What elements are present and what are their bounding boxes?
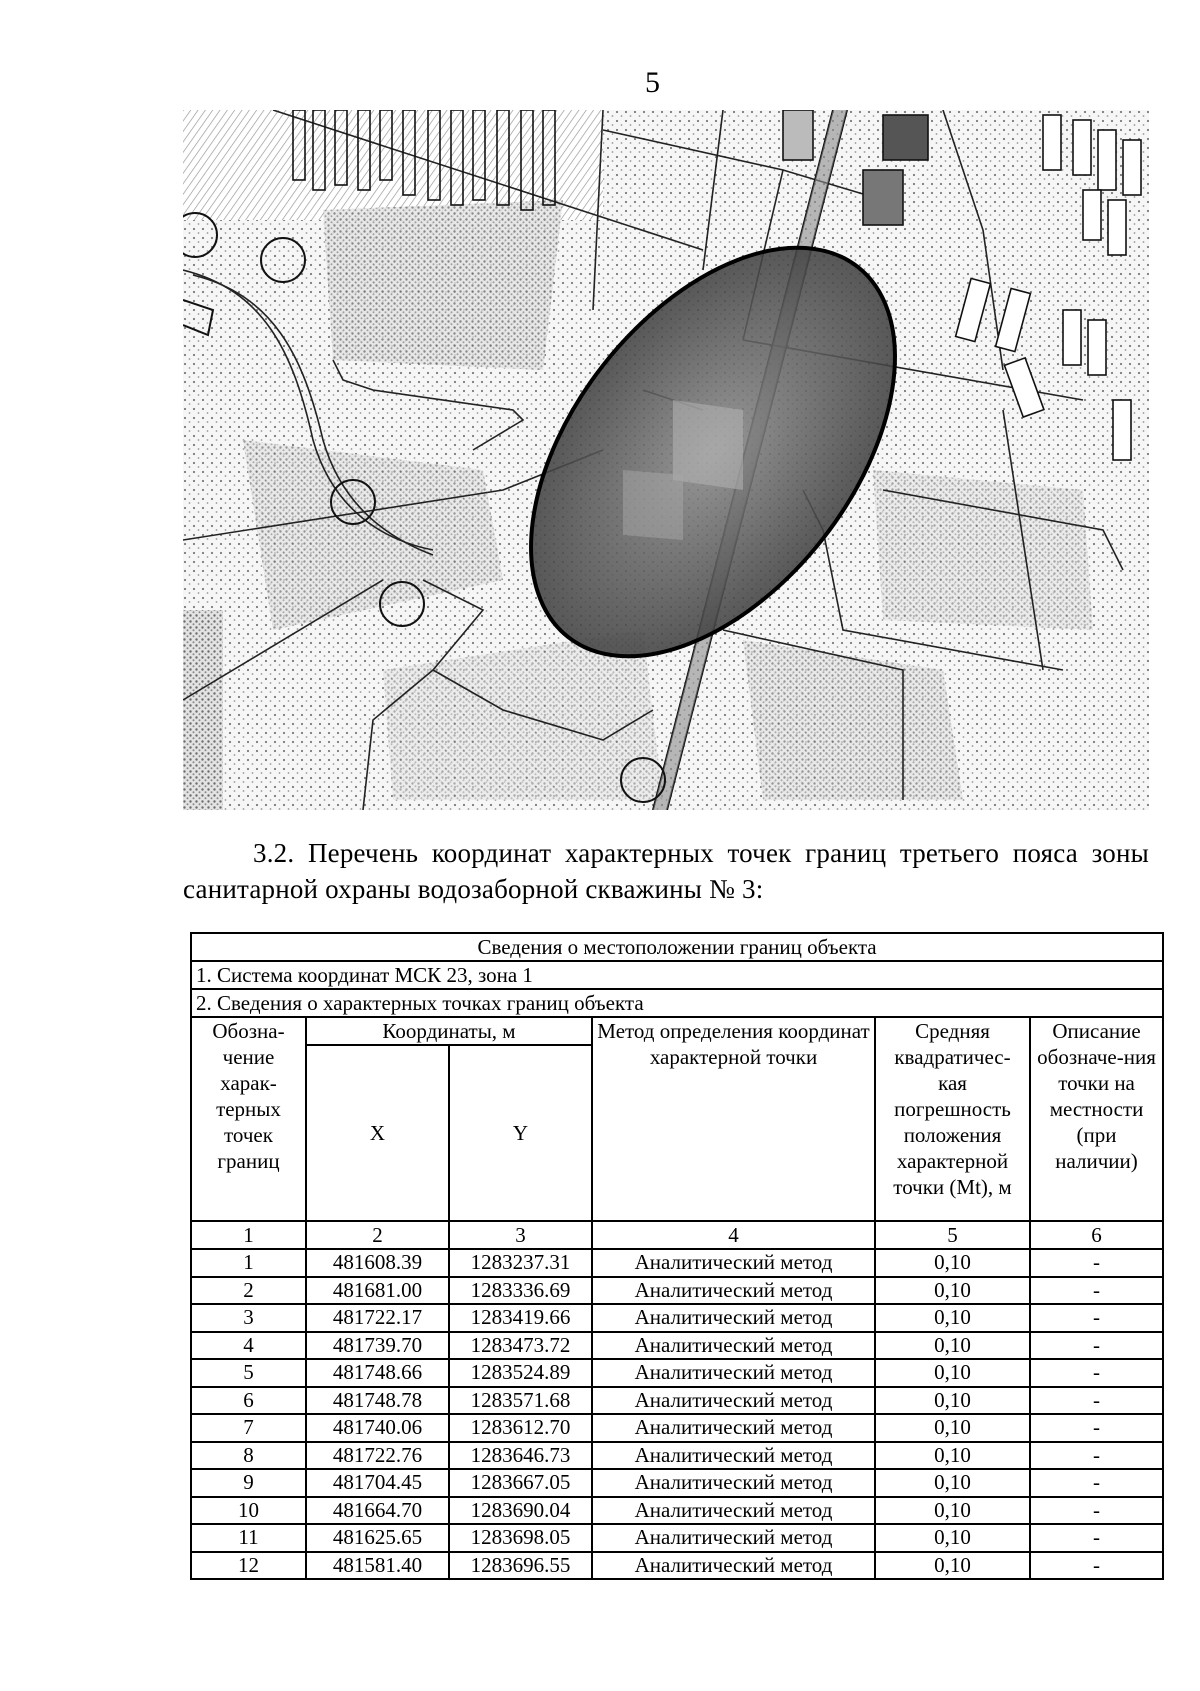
- table-row: [191, 1277, 1163, 1305]
- mt-value: 0,10: [875, 1442, 1030, 1470]
- description-value: -: [1030, 1332, 1163, 1360]
- method-value: Аналитический метод: [592, 1414, 875, 1442]
- header-coordinates: Координаты, м: [306, 1017, 592, 1045]
- x-value: 481739.70: [306, 1332, 449, 1360]
- y-value: 1283696.55: [449, 1552, 592, 1580]
- point-number: 11: [191, 1524, 306, 1552]
- x-value: 481664.70: [306, 1497, 449, 1525]
- y-value: 1283571.68: [449, 1387, 592, 1415]
- mt-value: 0,10: [875, 1304, 1030, 1332]
- header-x: X: [306, 1045, 449, 1221]
- section-heading: 3.2. Перечень координат характерных точек границ третьего пояса зоны санитарной охраны водозаборной скважины № 3:: [183, 838, 1149, 904]
- description-value: -: [1030, 1277, 1163, 1305]
- table-row: [191, 1414, 1163, 1442]
- description-value: -: [1030, 1387, 1163, 1415]
- table-row: [191, 1552, 1163, 1580]
- table-row: [191, 1524, 1163, 1552]
- mt-value: 0,10: [875, 1414, 1030, 1442]
- mt-value: 0,10: [875, 1497, 1030, 1525]
- point-number: 12: [191, 1552, 306, 1580]
- page-number: 5: [645, 66, 660, 99]
- point-number: 9: [191, 1469, 306, 1497]
- header-y: Y: [449, 1045, 592, 1221]
- description-value: -: [1030, 1442, 1163, 1470]
- y-value: 1283667.05: [449, 1469, 592, 1497]
- y-value: 1283419.66: [449, 1304, 592, 1332]
- description-value: -: [1030, 1497, 1163, 1525]
- table-row: [191, 1442, 1163, 1470]
- coordinates-table: [190, 932, 1164, 1580]
- point-number: 3: [191, 1304, 306, 1332]
- header-error: Средняя квадратичес-кая погрешность положения характерной точки (Mt), м: [875, 1017, 1030, 1221]
- description-value: -: [1030, 1304, 1163, 1332]
- method-value: Аналитический метод: [592, 1359, 875, 1387]
- mt-value: 0,10: [875, 1469, 1030, 1497]
- zone-map: [183, 110, 1149, 810]
- method-value: Аналитический метод: [592, 1304, 875, 1332]
- point-number: 10: [191, 1497, 306, 1525]
- y-value: 1283690.04: [449, 1497, 592, 1525]
- method-value: Аналитический метод: [592, 1442, 875, 1470]
- description-value: -: [1030, 1469, 1163, 1497]
- mt-value: 0,10: [875, 1332, 1030, 1360]
- header-description: Описание обозначе-ния точки на местности (при наличии): [1030, 1017, 1163, 1221]
- header-method: Метод определения координат характерной точки: [592, 1017, 875, 1221]
- table-row: [191, 1497, 1163, 1525]
- x-value: 481748.66: [306, 1359, 449, 1387]
- column-number: 5: [875, 1221, 1030, 1249]
- x-value: 481625.65: [306, 1524, 449, 1552]
- point-number: 1: [191, 1249, 306, 1277]
- table-row: [191, 1332, 1163, 1360]
- method-value: Аналитический метод: [592, 1277, 875, 1305]
- description-value: -: [1030, 1249, 1163, 1277]
- method-value: Аналитический метод: [592, 1332, 875, 1360]
- y-value: 1283612.70: [449, 1414, 592, 1442]
- table-row: [191, 1387, 1163, 1415]
- y-value: 1283524.89: [449, 1359, 592, 1387]
- method-value: Аналитический метод: [592, 1552, 875, 1580]
- point-number: 7: [191, 1414, 306, 1442]
- x-value: 481608.39: [306, 1249, 449, 1277]
- x-value: 481681.00: [306, 1277, 449, 1305]
- description-value: -: [1030, 1552, 1163, 1580]
- y-value: 1283698.05: [449, 1524, 592, 1552]
- y-value: 1283237.31: [449, 1249, 592, 1277]
- mt-value: 0,10: [875, 1249, 1030, 1277]
- column-number: 2: [306, 1221, 449, 1249]
- mt-value: 0,10: [875, 1359, 1030, 1387]
- table-row: [191, 1359, 1163, 1387]
- mt-value: 0,10: [875, 1277, 1030, 1305]
- point-number: 8: [191, 1442, 306, 1470]
- point-number: 6: [191, 1387, 306, 1415]
- point-number: 4: [191, 1332, 306, 1360]
- description-value: -: [1030, 1524, 1163, 1552]
- method-value: Аналитический метод: [592, 1249, 875, 1277]
- header-designation: Обозна-чение харак-терных точек границ: [191, 1017, 306, 1221]
- table-row: [191, 1304, 1163, 1332]
- column-number: 4: [592, 1221, 875, 1249]
- column-number: 3: [449, 1221, 592, 1249]
- method-value: Аналитический метод: [592, 1387, 875, 1415]
- description-value: -: [1030, 1414, 1163, 1442]
- table-row: [191, 1249, 1163, 1277]
- description-value: -: [1030, 1359, 1163, 1387]
- point-number: 2: [191, 1277, 306, 1305]
- table-title: Сведения о местоположении границ объекта: [191, 933, 1163, 961]
- y-value: 1283646.73: [449, 1442, 592, 1470]
- y-value: 1283336.69: [449, 1277, 592, 1305]
- method-value: Аналитический метод: [592, 1524, 875, 1552]
- x-value: 481704.45: [306, 1469, 449, 1497]
- x-value: 481722.76: [306, 1442, 449, 1470]
- method-value: Аналитический метод: [592, 1469, 875, 1497]
- column-number: 1: [191, 1221, 306, 1249]
- y-value: 1283473.72: [449, 1332, 592, 1360]
- method-value: Аналитический метод: [592, 1497, 875, 1525]
- point-number: 5: [191, 1359, 306, 1387]
- x-value: 481740.06: [306, 1414, 449, 1442]
- mt-value: 0,10: [875, 1524, 1030, 1552]
- coordinate-system: 1. Система координат МСК 23, зона 1: [191, 961, 1163, 989]
- table-row: [191, 1469, 1163, 1497]
- mt-value: 0,10: [875, 1552, 1030, 1580]
- x-value: 481581.40: [306, 1552, 449, 1580]
- points-caption: 2. Сведения о характерных точках границ объекта: [191, 989, 1163, 1017]
- column-number: 6: [1030, 1221, 1163, 1249]
- x-value: 481748.78: [306, 1387, 449, 1415]
- cadastral-map-graphic: [183, 110, 1149, 810]
- x-value: 481722.17: [306, 1304, 449, 1332]
- mt-value: 0,10: [875, 1387, 1030, 1415]
